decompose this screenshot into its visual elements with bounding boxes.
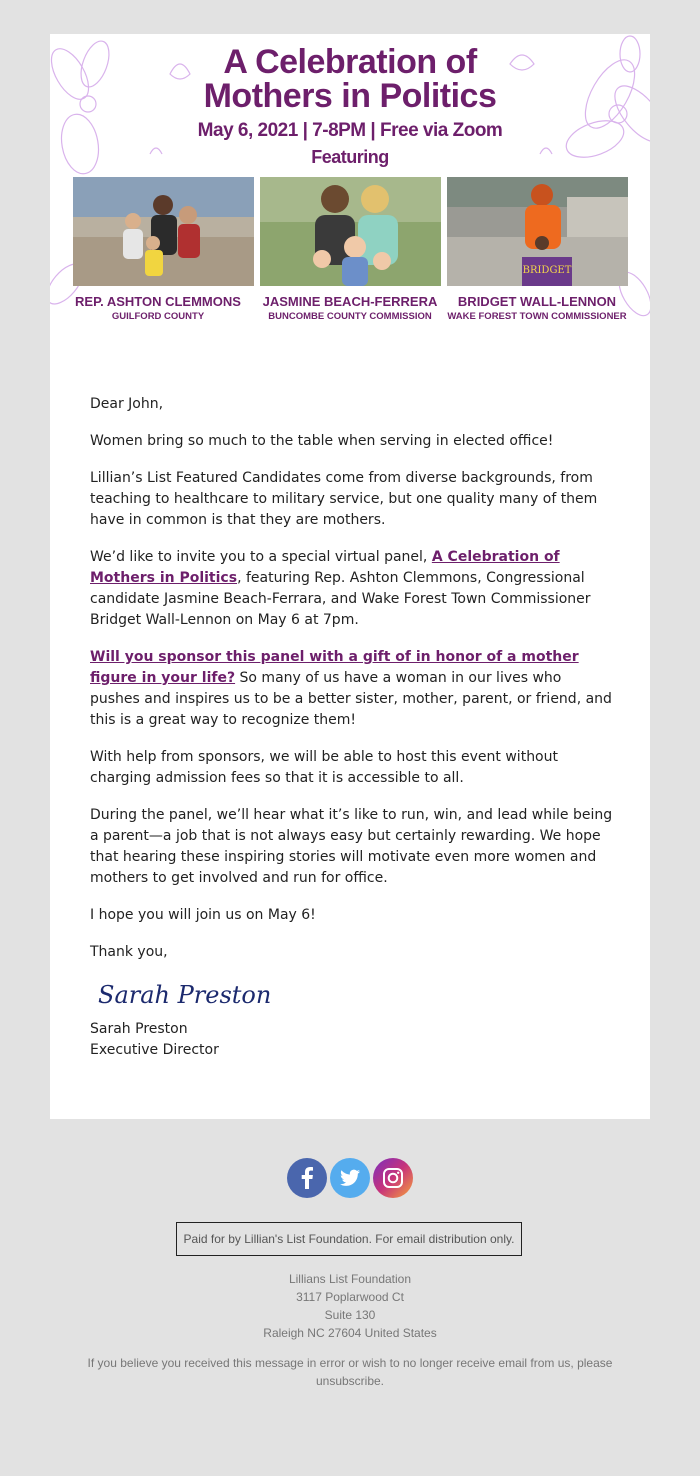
social-links bbox=[287, 1158, 415, 1200]
featured-name: BRIDGET WALL-LENNON bbox=[457, 294, 617, 309]
closing: Thank you, bbox=[90, 944, 168, 960]
paragraph-1: Women bring so much to the table when serving in elected office! bbox=[90, 433, 554, 449]
photo-jasmine-beach-ferrera bbox=[260, 177, 441, 286]
paragraph-5: With help from sponsors, we will be able to host this event without charging admission fees so that it is accessible to all. bbox=[90, 749, 558, 786]
banner-title-line2: Mothers in Politics bbox=[203, 77, 497, 115]
featured-role: WAKE FOREST TOWN COMMISSIONER bbox=[447, 311, 627, 322]
paragraph-6: During the panel, we’ll hear what it’s like to run, win, and lead while being a parent—a job that is not always easy but certainly rewarding. We hope that hearing these inspiring stories will motivate even more women and mothers to get involved and run for office. bbox=[90, 807, 613, 886]
footer-org: Lillians List Foundation bbox=[288, 1272, 412, 1286]
twitter-icon bbox=[330, 1158, 370, 1198]
paragraph-3-rest: , featuring Rep. Ashton Clemmons, Congressional candidate Jasmine Beach-Ferrara, and Wake Forest Town Commissioner Bridget Wall-Lennon on May 6 at 7pm. bbox=[90, 570, 591, 628]
banner-date-line: May 6, 2021 | 7-8PM | Free via Zoom bbox=[197, 120, 503, 141]
signer-name: Sarah Preston bbox=[90, 1021, 188, 1037]
paragraph-3 bbox=[90, 547, 615, 631]
featured-caption-3 bbox=[437, 294, 637, 324]
facebook-icon bbox=[287, 1158, 327, 1198]
greeting: Dear John, bbox=[90, 396, 164, 412]
paid-for-notice: Paid for by Lillian's List Foundation. For email distribution only. bbox=[176, 1222, 522, 1256]
letter-body bbox=[90, 394, 615, 1061]
photo-ashton-clemmons bbox=[73, 177, 254, 286]
paragraph-3-lead: We’d like to invite you to a special virtual panel, bbox=[90, 549, 432, 565]
facebook-button[interactable] bbox=[287, 1158, 327, 1198]
unsubscribe-disclaimer[interactable]: If you believe you received this message in error or wish to no longer receive email from us, please unsubscribe. bbox=[87, 1356, 613, 1388]
featured-role: BUNCOMBE COUNTY COMMISSION bbox=[268, 311, 432, 322]
event-link[interactable]: A Celebration of Mothers in Politics bbox=[90, 549, 560, 586]
signer-title: Executive Director bbox=[90, 1042, 219, 1058]
signature-image bbox=[94, 973, 294, 1013]
paragraph-4-rest: So many of us have a woman in our lives who pushes and inspires us to be a better sister, mother, parent, or friend, and this is a great way to recognize them! bbox=[90, 670, 612, 728]
sponsor-link[interactable]: Will you sponsor this panel with a gift of in honor of a mother figure in your life? bbox=[90, 649, 579, 686]
banner-title-line1: A Celebration of bbox=[223, 43, 477, 81]
signature-script: Sarah Preston bbox=[98, 981, 272, 1009]
featured-caption-2 bbox=[250, 294, 450, 324]
instagram-button[interactable] bbox=[373, 1158, 413, 1198]
event-banner[interactable] bbox=[50, 34, 650, 334]
paragraph-7: I hope you will join us on May 6! bbox=[90, 907, 316, 923]
footer-city: Raleigh NC 27604 United States bbox=[263, 1326, 437, 1340]
instagram-icon bbox=[373, 1158, 413, 1198]
featured-caption-1 bbox=[58, 294, 258, 324]
footer-street: 3117 Poplarwood Ct bbox=[296, 1290, 404, 1304]
sign-text: BRIDGET bbox=[522, 265, 572, 276]
featured-name: JASMINE BEACH-FERRERA bbox=[262, 294, 438, 309]
email-card bbox=[50, 34, 650, 1119]
banner-featuring: Featuring bbox=[311, 147, 389, 167]
footer-address bbox=[0, 1270, 700, 1342]
featured-role: GUILFORD COUNTY bbox=[111, 311, 205, 322]
footer-suite: Suite 130 bbox=[324, 1308, 376, 1322]
photo-bridget-wall-lennon bbox=[447, 177, 628, 286]
paragraph-4 bbox=[90, 647, 615, 731]
featured-name: REP. ASHTON CLEMMONS bbox=[75, 294, 241, 309]
paragraph-2: Lillian’s List Featured Candidates come from diverse backgrounds, from teaching to healthcare to military service, but one quality many of them have in common is that they are mothers. bbox=[90, 470, 598, 528]
twitter-button[interactable] bbox=[330, 1158, 370, 1198]
